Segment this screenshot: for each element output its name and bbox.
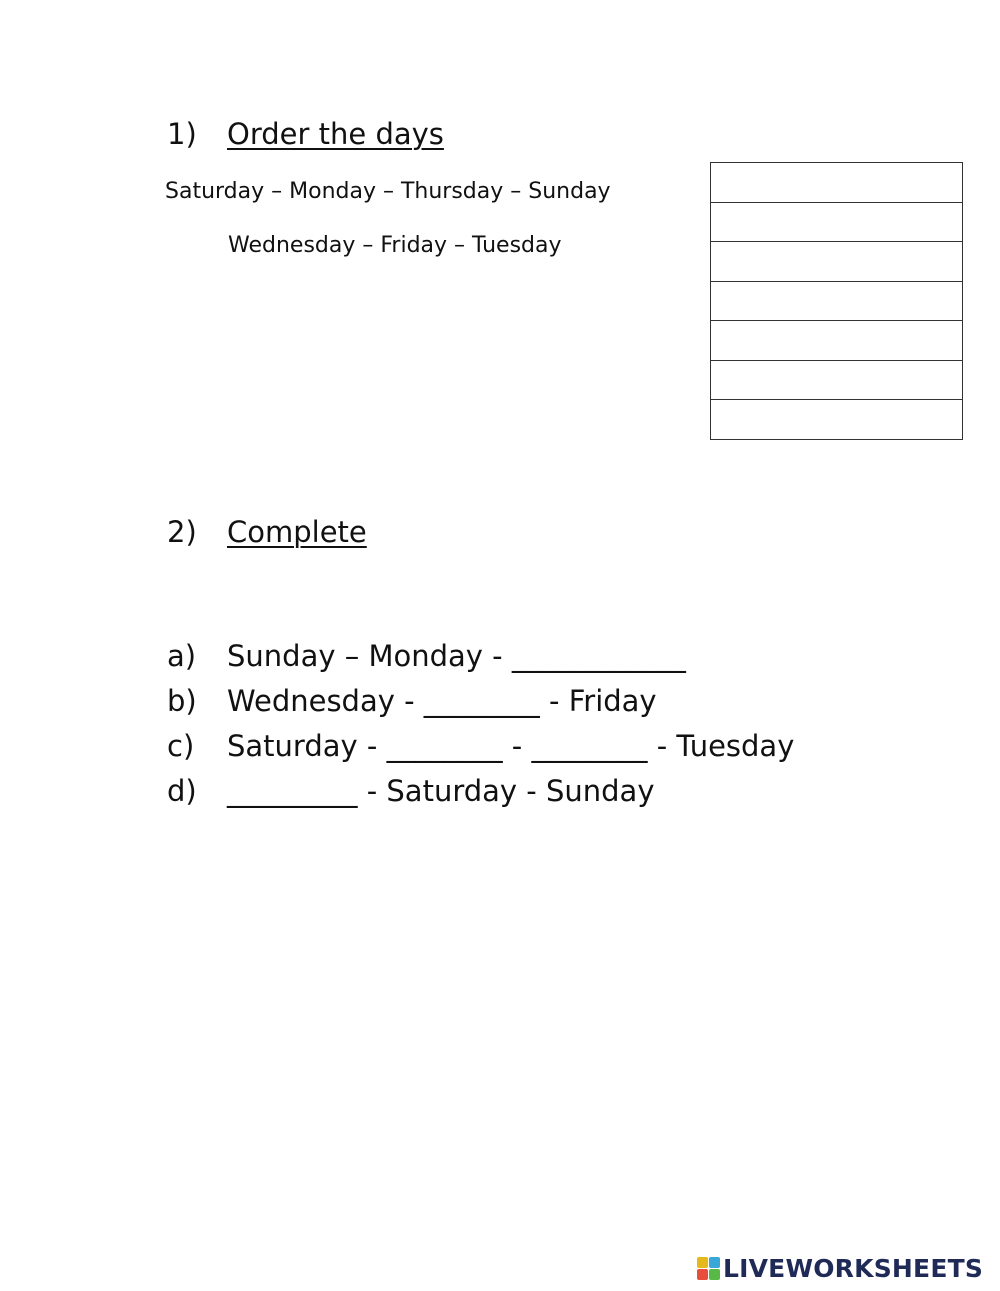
section-1-number: 1)	[167, 117, 197, 151]
exercise-item-c	[167, 729, 887, 766]
answer-box-6[interactable]	[711, 360, 963, 400]
order-answer-table	[710, 162, 963, 440]
exercise-letter: d)	[167, 774, 197, 808]
answer-row	[711, 360, 963, 400]
answer-box-7[interactable]	[711, 400, 963, 440]
exercise-text[interactable]: _________ - Saturday - Sunday	[227, 774, 655, 808]
answer-box-1[interactable]	[711, 163, 963, 203]
section-2-heading	[167, 515, 427, 552]
logo-text: LIVEWORKSHEETS	[723, 1254, 984, 1283]
days-line-2: Wednesday – Friday – Tuesday	[228, 233, 562, 258]
logo-block	[709, 1269, 720, 1280]
logo-block	[697, 1269, 708, 1280]
exercise-item-b	[167, 684, 887, 721]
answer-row	[711, 242, 963, 282]
answer-box-2[interactable]	[711, 202, 963, 242]
exercise-letter: c)	[167, 729, 195, 763]
exercise-letter: b)	[167, 684, 197, 718]
logo-blocks-icon	[697, 1257, 720, 1280]
answer-row	[711, 400, 963, 440]
answer-row	[711, 202, 963, 242]
answer-box-5[interactable]	[711, 321, 963, 361]
exercise-item-a	[167, 639, 887, 676]
section-2-number: 2)	[167, 515, 197, 549]
answer-box-4[interactable]	[711, 281, 963, 321]
answer-row	[711, 321, 963, 361]
section-1-title: Order the days	[227, 117, 444, 151]
answer-box-3[interactable]	[711, 242, 963, 282]
answer-row	[711, 163, 963, 203]
answer-row	[711, 281, 963, 321]
logo-block	[709, 1257, 720, 1268]
liveworksheets-logo	[697, 1256, 983, 1281]
days-line-1: Saturday – Monday – Thursday – Sunday	[165, 179, 611, 204]
exercise-item-d	[167, 774, 887, 811]
logo-block	[697, 1257, 708, 1268]
exercise-letter: a)	[167, 639, 197, 673]
section-2-title: Complete	[227, 515, 367, 549]
exercise-text[interactable]: Saturday - ________ - ________ - Tuesday	[227, 729, 795, 763]
exercise-text[interactable]: Wednesday - ________ - Friday	[227, 684, 657, 718]
section-1-heading	[167, 117, 497, 154]
exercise-text[interactable]: Sunday – Monday - ____________	[227, 639, 686, 673]
